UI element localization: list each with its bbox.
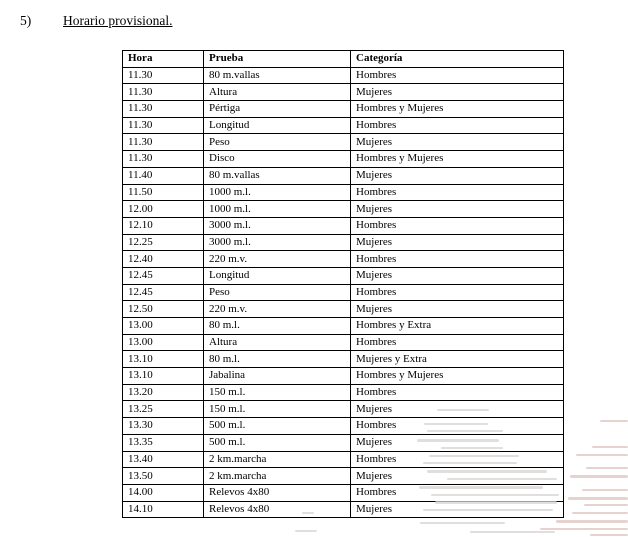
cell-prueba: Relevos 4x80 [204, 484, 351, 501]
cell-prueba: 500 m.l. [204, 434, 351, 451]
cell-categoria: Hombres [351, 384, 564, 401]
table-row [123, 217, 564, 234]
cell-prueba: Peso [204, 284, 351, 301]
cell-prueba: Altura [204, 334, 351, 351]
scan-artifact-line [572, 512, 628, 514]
scan-artifact-line [570, 475, 628, 478]
cell-hora: 13.10 [123, 351, 204, 368]
cell-categoria: Mujeres [351, 167, 564, 184]
cell-prueba: 80 m.vallas [204, 167, 351, 184]
table-row [123, 201, 564, 218]
cell-hora: 11.30 [123, 101, 204, 118]
table-row [123, 384, 564, 401]
table-row [123, 284, 564, 301]
cell-prueba: Peso [204, 134, 351, 151]
cell-prueba: 500 m.l. [204, 418, 351, 435]
cell-prueba: Jabalina [204, 368, 351, 385]
cell-prueba: 3000 m.l. [204, 234, 351, 251]
cell-categoria: Mujeres [351, 501, 564, 518]
cell-categoria: Hombres [351, 217, 564, 234]
cell-categoria: Hombres [351, 284, 564, 301]
table-row [123, 301, 564, 318]
cell-hora: 13.00 [123, 334, 204, 351]
schedule-table-body [123, 67, 564, 518]
cell-hora: 13.35 [123, 434, 204, 451]
cell-hora: 12.10 [123, 217, 204, 234]
cell-hora: 11.50 [123, 184, 204, 201]
table-row [123, 434, 564, 451]
scan-artifact-line [470, 531, 555, 533]
scan-artifact-line [590, 534, 628, 536]
cell-prueba: Altura [204, 84, 351, 101]
scan-artifact-line [540, 528, 628, 530]
scan-artifact-line [592, 446, 628, 448]
cell-prueba: 3000 m.l. [204, 217, 351, 234]
table-row [123, 117, 564, 134]
cell-prueba: Longitud [204, 117, 351, 134]
cell-hora: 11.30 [123, 117, 204, 134]
scan-artifact-line [600, 420, 628, 422]
cell-prueba: 2 km.marcha [204, 451, 351, 468]
cell-hora: 12.50 [123, 301, 204, 318]
cell-categoria: Hombres [351, 117, 564, 134]
cell-categoria: Mujeres [351, 84, 564, 101]
cell-categoria: Mujeres [351, 134, 564, 151]
cell-prueba: Relevos 4x80 [204, 501, 351, 518]
scan-artifact-line [582, 489, 628, 491]
scan-artifact-line [556, 520, 628, 523]
schedule-table-header [123, 51, 564, 68]
cell-prueba: 220 m.v. [204, 251, 351, 268]
page-title: Horario provisional. [63, 13, 173, 28]
cell-categoria: Mujeres [351, 468, 564, 485]
table-row [123, 134, 564, 151]
cell-prueba: 1000 m.l. [204, 201, 351, 218]
table-row [123, 418, 564, 435]
scan-artifact-line [584, 504, 628, 506]
cell-prueba: 80 m.l. [204, 318, 351, 335]
table-row [123, 334, 564, 351]
cell-categoria: Hombres y Mujeres [351, 151, 564, 168]
cell-prueba: 220 m.v. [204, 301, 351, 318]
cell-categoria: Hombres [351, 484, 564, 501]
column-header-categoria: Categoría [351, 51, 564, 68]
scan-artifact-line [576, 454, 628, 456]
cell-categoria: Mujeres [351, 267, 564, 284]
cell-categoria: Hombres y Mujeres [351, 101, 564, 118]
table-row [123, 468, 564, 485]
cell-hora: 12.40 [123, 251, 204, 268]
cell-categoria: Hombres [351, 451, 564, 468]
cell-prueba: 150 m.l. [204, 401, 351, 418]
cell-categoria: Hombres [351, 251, 564, 268]
table-row [123, 101, 564, 118]
cell-hora: 11.30 [123, 67, 204, 84]
cell-categoria: Hombres y Extra [351, 318, 564, 335]
cell-hora: 13.25 [123, 401, 204, 418]
cell-hora: 11.30 [123, 151, 204, 168]
scan-artifact-line [568, 497, 628, 500]
scan-artifact-line [586, 467, 628, 469]
cell-prueba: 1000 m.l. [204, 184, 351, 201]
table-row [123, 84, 564, 101]
column-header-prueba: Prueba [204, 51, 351, 68]
cell-hora: 12.25 [123, 234, 204, 251]
list-item-number: 5) [20, 13, 32, 28]
table-row [123, 368, 564, 385]
cell-categoria: Mujeres [351, 434, 564, 451]
cell-hora: 11.40 [123, 167, 204, 184]
cell-hora: 11.30 [123, 134, 204, 151]
cell-prueba: Longitud [204, 267, 351, 284]
cell-hora: 12.45 [123, 284, 204, 301]
cell-categoria: Mujeres [351, 234, 564, 251]
cell-categoria: Mujeres [351, 401, 564, 418]
table-row [123, 151, 564, 168]
table-row [123, 67, 564, 84]
cell-hora: 13.20 [123, 384, 204, 401]
cell-hora: 12.00 [123, 201, 204, 218]
header-row [123, 51, 564, 68]
schedule-table [122, 50, 564, 518]
cell-prueba: 150 m.l. [204, 384, 351, 401]
table-row [123, 501, 564, 518]
cell-hora: 11.30 [123, 84, 204, 101]
table-row [123, 484, 564, 501]
table-row [123, 167, 564, 184]
cell-categoria: Hombres [351, 184, 564, 201]
cell-prueba: Disco [204, 151, 351, 168]
cell-prueba: 80 m.l. [204, 351, 351, 368]
table-row [123, 234, 564, 251]
table-row [123, 184, 564, 201]
scan-artifact-line [420, 522, 505, 524]
cell-categoria: Hombres y Mujeres [351, 368, 564, 385]
cell-hora: 13.40 [123, 451, 204, 468]
cell-categoria: Hombres [351, 67, 564, 84]
cell-prueba: 80 m.vallas [204, 67, 351, 84]
scan-artifact-line [295, 530, 317, 532]
cell-categoria: Mujeres y Extra [351, 351, 564, 368]
cell-hora: 13.50 [123, 468, 204, 485]
cell-hora: 13.30 [123, 418, 204, 435]
table-row [123, 251, 564, 268]
cell-hora: 13.00 [123, 318, 204, 335]
table-row [123, 351, 564, 368]
cell-hora: 14.00 [123, 484, 204, 501]
table-row [123, 267, 564, 284]
cell-categoria: Mujeres [351, 301, 564, 318]
column-header-hora: Hora [123, 51, 204, 68]
cell-prueba: 2 km.marcha [204, 468, 351, 485]
table-row [123, 318, 564, 335]
cell-hora: 14.10 [123, 501, 204, 518]
cell-categoria: Mujeres [351, 201, 564, 218]
cell-prueba: Pértiga [204, 101, 351, 118]
cell-hora: 13.10 [123, 368, 204, 385]
cell-categoria: Hombres [351, 418, 564, 435]
table-row [123, 451, 564, 468]
table-row [123, 401, 564, 418]
cell-categoria: Hombres [351, 334, 564, 351]
cell-hora: 12.45 [123, 267, 204, 284]
